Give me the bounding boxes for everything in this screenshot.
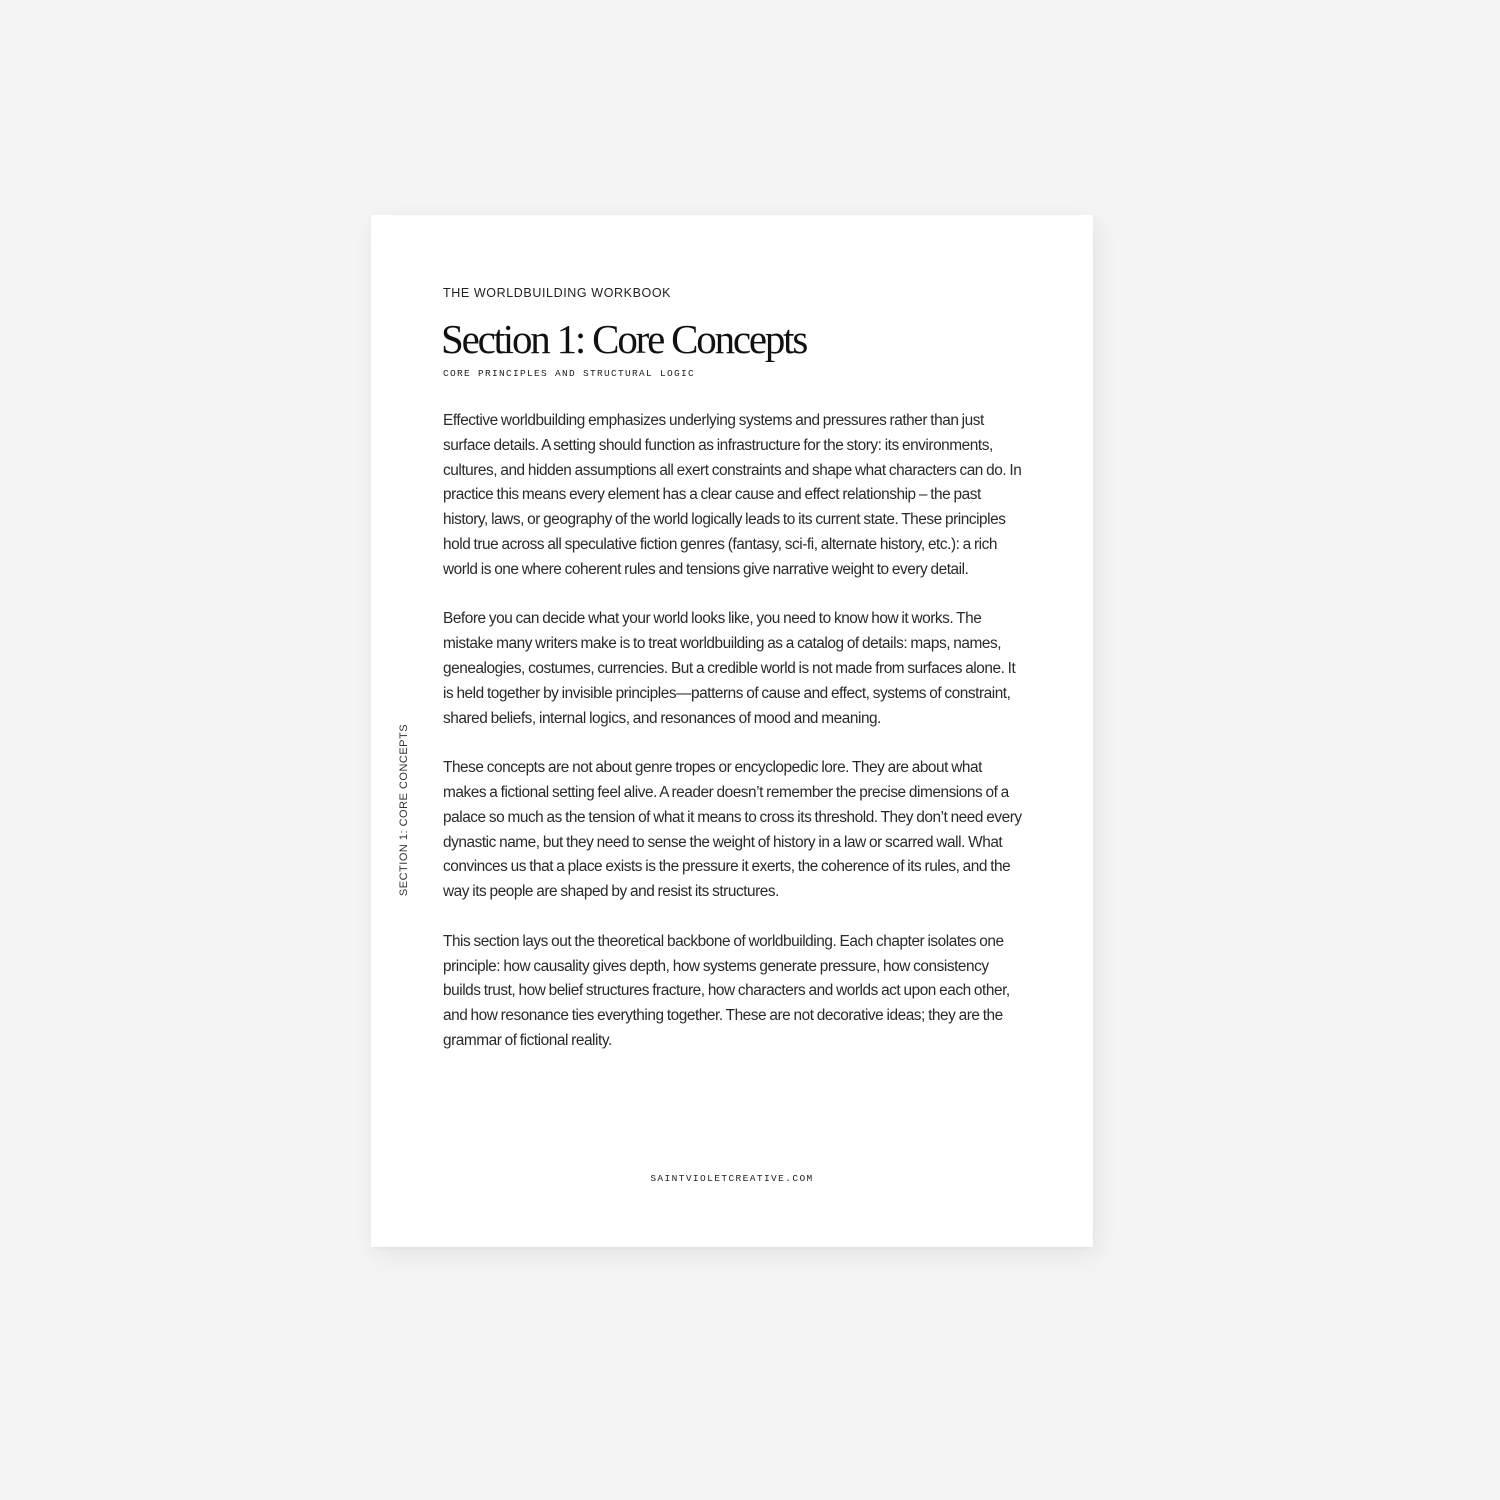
paragraph-2: Before you can decide what your world looks like, you need to know how it works. The mistake many writers make is to treat worldbuilding as a catalog of details: maps, names, genealogies, costumes, currencies. But a credible world is not made from surfaces alone. It is held together by invisible principles—patterns of cause and effect, systems of constraint, shared beliefs, internal logics, and resonances of mood and meaning. bbox=[443, 610, 1016, 727]
document-page bbox=[371, 215, 1093, 1247]
running-head: THE WORLDBUILDING WORKBOOK bbox=[443, 286, 672, 300]
paragraph-3: These concepts are not about genre tropes or encyclopedic lore. They are about what makes a fictional setting feel alive. A reader doesn’t remember the precise dimensions of a palace so much as the tension of what it means to cross its threshold. They don’t need every dynastic name, but they need to sense the weight of history in a law or scarred wall. What convinces us that a place exists is the pressure it exerts, the coherence of its rules, and the way its people are shaped by and resist its structures. bbox=[443, 759, 1022, 901]
page-title: Section 1: Core Concepts bbox=[441, 316, 807, 362]
page-subtitle: CORE PRINCIPLES AND STRUCTURAL LOGIC bbox=[443, 368, 696, 379]
footer-website: SAINTVIOLETCREATIVE.COM bbox=[650, 1173, 814, 1184]
body-text bbox=[443, 409, 1025, 1079]
paragraph-1: Effective worldbuilding emphasizes underlying systems and pressures rather than just surface details. A setting should function as infrastructure for the story: its environments, cultures, and hidden assumptions all exert constraints and shape what characters can do. In practice this means every element has a clear cause and effect relationship – the past history, laws, or geography of the world logically leads to its current state. These principles hold true across all speculative fiction genres (fantasy, sci-fi, alternate history, etc.): a rich world is one where coherent rules and tensions give narrative weight to every detail. bbox=[443, 412, 1022, 578]
paragraph-4: This section lays out the theoretical backbone of worldbuilding. Each chapter isolates one principle: how causality gives depth, how systems generate pressure, how consistency builds trust, how belief structures fracture, how characters and worlds act upon each other, and how resonance ties everything together. These are not decorative ideas; they are the grammar of fictional reality. bbox=[443, 932, 1010, 1049]
side-section-label: SECTION 1: CORE CONCEPTS bbox=[398, 723, 410, 897]
